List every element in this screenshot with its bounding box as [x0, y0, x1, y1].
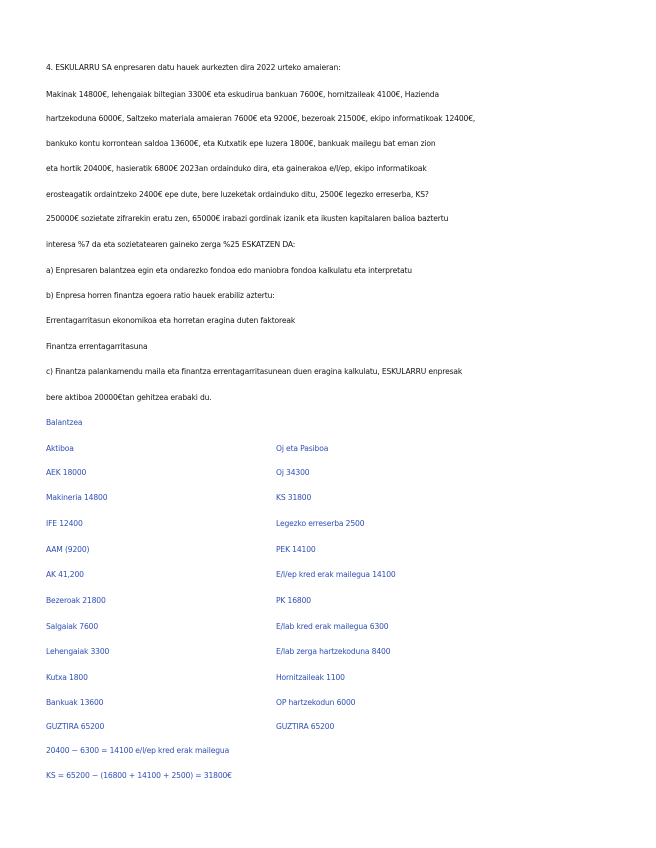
question-line: 4. ESKULARRU SA enpresaren datu hauek aurkezten dira 2022 urteko amaieran:	[46, 63, 341, 72]
liability-row: PK 16800	[276, 596, 311, 605]
asset-row: AEK 18000	[46, 468, 87, 477]
question-line: erosteagatik ordaintzeko 2400€ epe dute, bere luzeketak ordainduko ditu, 2500€ legezko erreserba, KS?	[46, 190, 429, 199]
question-line: bere aktiboa 20000€tan gehitzea erabaki du.	[46, 393, 212, 402]
liability-row: Legezko erreserba 2500	[276, 519, 365, 528]
asset-row: AK 41,200	[46, 570, 84, 579]
asset-row: Kutxa 1800	[46, 673, 88, 682]
asset-row: AAM (9200)	[46, 545, 90, 554]
question-line: b) Enpresa horren finantza egoera ratio hauek erabiliz aztertu:	[46, 291, 275, 300]
asset-total: GUZTIRA 65200	[46, 722, 105, 731]
question-line: c) Finantza palankamendu maila eta finantza errentagarritasunean duen eragina kalkulatu, ESKULARRU enpresak	[46, 367, 463, 376]
liability-row: E/l/ep kred erak mailegua 14100	[276, 570, 396, 579]
question-line: Makinak 14800€, lehengaiak biltegian 3300€ eta eskudirua bankuan 7600€, hornitzaileak 4100€, Hazienda	[46, 90, 439, 99]
question-line: 250000€ sozietate zifrarekin eratu zen, 65000€ irabazi gordinak izanik eta ikusten kapitalaren balioa baztertu	[46, 214, 449, 223]
asset-row: IFE 12400	[46, 519, 83, 528]
asset-row: Makineria 14800	[46, 493, 108, 502]
liability-row: KS 31800	[276, 493, 312, 502]
question-line: eta hortik 20400€, hasieratik 6800€ 2023an ordainduko dira, eta gainerakoa e/l/ep, ekipo informatikoak	[46, 164, 427, 173]
question-line: hartzekoduna 6000€, Saltzeko materiala amaieran 7600€ eta 9200€, bezeroak 21500€, ekipo informatikoak 12400€,	[46, 114, 476, 123]
liabilities-header: Oj eta Pasiboa	[276, 444, 329, 453]
liability-total: GUZTIRA 65200	[276, 722, 335, 731]
liability-row: OP hartzekodun 6000	[276, 698, 356, 707]
liability-row: E/lab kred erak mailegua 6300	[276, 622, 389, 631]
asset-row: Bezeroak 21800	[46, 596, 106, 605]
answer-heading: Balantzea	[46, 418, 83, 427]
question-line: Finantza errentagarritasuna	[46, 342, 148, 351]
asset-row: Bankuak 13600	[46, 698, 104, 707]
liability-row: PEK 14100	[276, 545, 316, 554]
assets-header: Aktiboa	[46, 444, 74, 453]
calculation-line: 20400 − 6300 = 14100 e/l/ep kred erak mailegua	[46, 746, 230, 755]
question-line: a) Enpresaren balantzea egin eta ondarezko fondoa edo maniobra fondoa kalkulatu eta interpretatu	[46, 266, 412, 275]
liability-row: Oj 34300	[276, 468, 310, 477]
question-line: interesa %7 da eta sozietatearen gaineko zerga %25 ESKATZEN DA:	[46, 240, 296, 249]
calculation-line: KS = 65200 − (16800 + 14100 + 2500) = 31800€	[46, 771, 232, 780]
asset-row: Lehengaiak 3300	[46, 647, 110, 656]
asset-row: Salgaiak 7600	[46, 622, 99, 631]
liability-row: Hornitzaileak 1100	[276, 673, 345, 682]
liability-row: E/lab zerga hartzekoduna 8400	[276, 647, 391, 656]
question-line: Errentagarritasun ekonomikoa eta horretan eragina duten faktoreak	[46, 316, 296, 325]
question-line: bankuko kontu korrontean saldoa 13600€, eta Kutxatik epe luzera 1800€, bankuak mailegu bat eman zion	[46, 139, 436, 148]
